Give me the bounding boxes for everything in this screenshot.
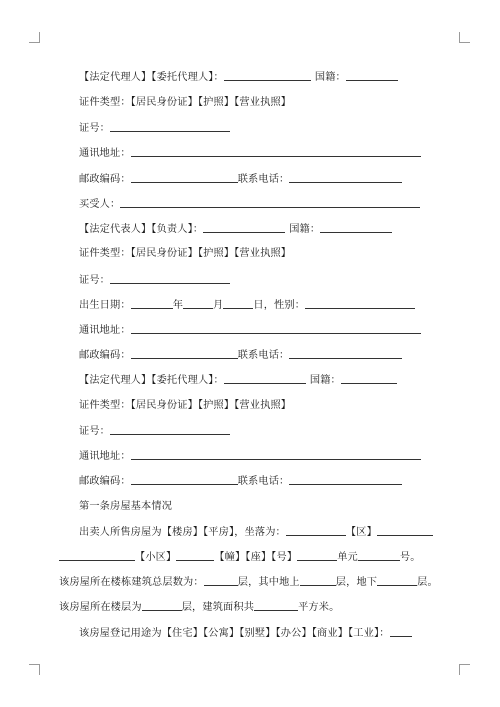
buyer-idno-field[interactable] xyxy=(110,273,230,284)
total-floors-label: 该房屋所在楼栋建筑总层数为： xyxy=(59,577,204,588)
birth-year-field[interactable] xyxy=(131,298,173,309)
community-field[interactable] xyxy=(59,550,135,561)
buyer-agent-idtype-line xyxy=(79,399,291,413)
seller-agent-phone-field[interactable] xyxy=(289,172,402,183)
article-one-title: 第一条房屋基本情况 xyxy=(79,501,173,512)
area-unit-label: 平方米。 xyxy=(298,602,340,613)
buyer-address-label: 通讯地址： xyxy=(79,325,131,336)
usage-field[interactable] xyxy=(390,626,412,637)
birth-day-field[interactable] xyxy=(223,298,253,309)
buyer-postal-line xyxy=(79,348,402,363)
seller-agent-address-label: 通讯地址： xyxy=(79,148,131,159)
unit-field[interactable] xyxy=(297,550,337,561)
room-label: 号。 xyxy=(399,552,421,563)
floor-label: 该房屋所在楼层为 xyxy=(59,602,142,613)
year-label: 年 xyxy=(172,300,184,311)
seller-agent-address-field[interactable] xyxy=(131,146,421,157)
building-label: 【幢】【座】【号】 xyxy=(214,552,298,563)
property-type-label: 出卖人所售房屋为【楼房】【平房】，坐落为： xyxy=(79,527,286,538)
buyer-idtype-line xyxy=(79,247,291,261)
seller-agent-idtype-label: 证件类型：【居民身份证】【护照】【营业执照】 xyxy=(79,97,292,108)
seller-agent-postal-line xyxy=(79,172,402,187)
buyer-line xyxy=(79,197,420,212)
buyer-agent-address-label: 通讯地址： xyxy=(79,451,131,462)
above-ground-field[interactable] xyxy=(300,575,336,586)
district-label: 【区】 xyxy=(345,527,377,538)
community-label: 【小区】 xyxy=(135,552,177,563)
buyer-agent-idtype-label: 证件类型：【居民身份证】【护照】【营业执照】 xyxy=(79,400,292,411)
seller-agent-postal-field[interactable] xyxy=(131,172,238,183)
buyer-agent-name-field[interactable] xyxy=(224,373,306,384)
district-field[interactable] xyxy=(377,525,433,536)
seller-agent-idno-field[interactable] xyxy=(110,121,230,132)
buyer-agent-address-field[interactable] xyxy=(131,449,421,460)
buyer-agent-idno-label: 证号： xyxy=(79,426,111,437)
buyer-agent-postal-field[interactable] xyxy=(131,474,238,485)
buyer-agent-postal-label: 邮政编码： xyxy=(79,476,131,487)
buyer-agent-idno-line xyxy=(79,424,230,439)
seller-agent-label: 【法定代理人】【委托代理人】： xyxy=(79,72,224,83)
seller-agent-nationality-field[interactable] xyxy=(346,70,398,81)
seller-agent-idno-line xyxy=(79,121,230,136)
buyer-rep-label: 【法定代表人】【负责人】： xyxy=(79,224,204,235)
total-floors-field[interactable] xyxy=(204,575,238,586)
buyer-phone-field[interactable] xyxy=(289,348,402,359)
buyer-label: 买受人： xyxy=(79,199,121,210)
buyer-rep-name-field[interactable] xyxy=(203,222,285,233)
seller-agent-address-line xyxy=(79,146,421,161)
usage-label: 该房屋登记用途为【住宅】【公寓】【别墅】【办公】【商业】【工业】： xyxy=(79,628,390,639)
buyer-birth-line xyxy=(79,298,415,313)
buyer-agent-nationality-label: 国籍： xyxy=(309,375,341,386)
buyer-agent-postal-line xyxy=(79,474,402,489)
buyer-idtype-label: 证件类型：【居民身份证】【护照】【营业执照】 xyxy=(79,248,292,259)
buyer-agent-label: 【法定代理人】【委托代理人】： xyxy=(79,375,224,386)
buyer-agent-phone-label: 联系电话： xyxy=(237,476,290,487)
buyer-postal-label: 邮政编码： xyxy=(79,350,131,361)
buyer-agent-phone-field[interactable] xyxy=(289,474,402,485)
buyer-postal-field[interactable] xyxy=(131,348,238,359)
property-location-line xyxy=(79,525,433,540)
seller-agent-nationality-label: 国籍： xyxy=(314,72,346,83)
floors-end-label: 层。 xyxy=(417,577,438,588)
unit-label: 单元 xyxy=(337,552,358,563)
buyer-idno-line xyxy=(79,273,230,288)
buyer-address-line xyxy=(79,323,421,338)
seller-agent-line xyxy=(79,70,398,85)
buyer-address-field[interactable] xyxy=(131,323,421,334)
gender-field[interactable] xyxy=(305,298,415,309)
below-ground-label: 层，地下 xyxy=(335,577,378,588)
usage-line xyxy=(79,626,412,641)
property-address-line xyxy=(59,550,421,565)
crop-mark-top-left xyxy=(29,32,40,43)
seller-agent-idtype-line xyxy=(79,96,291,110)
area-field[interactable] xyxy=(254,600,298,611)
seller-agent-postal-label: 邮政编码： xyxy=(79,174,131,185)
section-heading xyxy=(79,500,172,514)
day-gender-label: 日，性别： xyxy=(253,300,306,311)
buyer-agent-idno-field[interactable] xyxy=(110,424,230,435)
building-field[interactable] xyxy=(176,550,214,561)
buyer-name-field[interactable] xyxy=(120,197,420,208)
buyer-rep-nationality-field[interactable] xyxy=(320,222,392,233)
location-field[interactable] xyxy=(286,525,346,536)
room-field[interactable] xyxy=(358,550,400,561)
buyer-rep-line xyxy=(79,222,392,237)
birthdate-label: 出生日期： xyxy=(79,300,131,311)
buyer-rep-nationality-label: 国籍： xyxy=(289,224,321,235)
seller-agent-name-field[interactable] xyxy=(224,70,311,81)
buyer-idno-label: 证号： xyxy=(79,275,111,286)
above-ground-label: 层，其中地上 xyxy=(237,577,300,588)
buyer-agent-line xyxy=(79,373,397,388)
crop-mark-top-right xyxy=(459,32,470,43)
area-label: 层，建筑面积共 xyxy=(181,602,255,613)
month-label: 月 xyxy=(213,300,224,311)
crop-mark-bottom-right xyxy=(459,664,470,675)
seller-agent-phone-label: 联系电话： xyxy=(237,174,290,185)
floor-area-line xyxy=(59,600,339,615)
floors-line xyxy=(59,575,438,590)
birth-month-field[interactable] xyxy=(183,298,213,309)
below-ground-field[interactable] xyxy=(377,575,417,586)
seller-agent-idno-label: 证号： xyxy=(79,123,111,134)
buyer-agent-address-line xyxy=(79,449,421,464)
buyer-phone-label: 联系电话： xyxy=(237,350,290,361)
floor-field[interactable] xyxy=(142,600,182,611)
crop-mark-bottom-left xyxy=(29,664,40,675)
buyer-agent-nationality-field[interactable] xyxy=(341,373,397,384)
